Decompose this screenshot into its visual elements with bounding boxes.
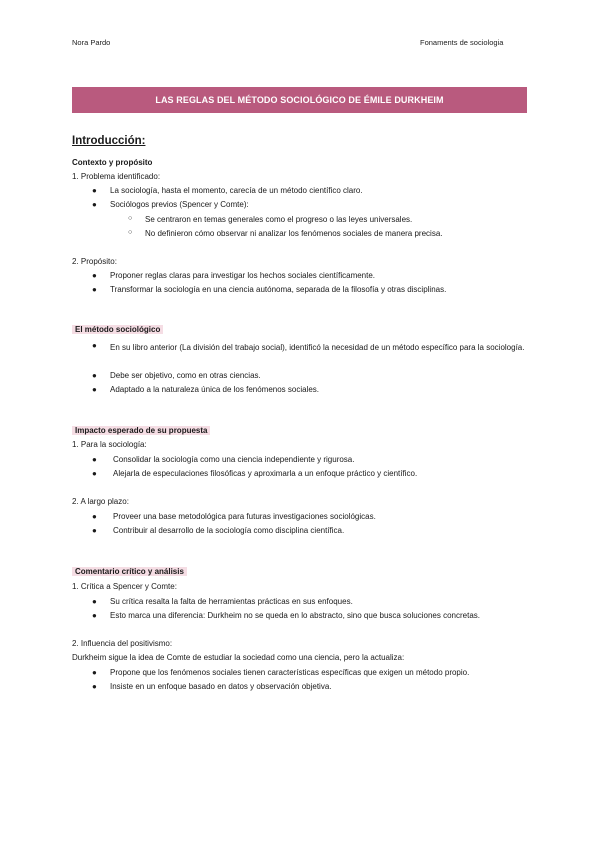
list-item: Propone que los fenómenos sociales tienen características específicas que exigen un método propio. xyxy=(110,668,470,677)
list-item: Debe ser objetivo, como en otras ciencias. xyxy=(110,371,261,380)
list-item: La sociología, hasta el momento, carecía de un método científico claro. xyxy=(110,186,363,195)
header-author: Nora Pardo xyxy=(72,38,111,47)
comment-label-1: 1. Crítica a Spencer y Comte: xyxy=(72,582,177,591)
bullet-icon: ● xyxy=(92,385,97,394)
bullet-icon: ● xyxy=(92,200,97,209)
list-item: Alejarla de especulaciones filosóficas y aproximarla a un enfoque práctico y científico. xyxy=(113,469,418,478)
list-item: Contribuir al desarrollo de la sociología como disciplina científica. xyxy=(113,526,345,535)
list-item: Consolidar la sociología como una ciencia independiente y rigurosa. xyxy=(113,455,355,464)
impact-heading: Impacto esperado de su propuesta xyxy=(72,426,210,435)
comment-heading: Comentario crítico y análisis xyxy=(72,567,187,576)
intro-heading: Introducción: xyxy=(72,135,146,147)
list-item: Esto marca una diferencia: Durkheim no se queda en lo abstracto, sino que busca soluciones concretas. xyxy=(110,611,480,620)
bullet-icon: ● xyxy=(92,597,97,606)
list-item: Adaptado a la naturaleza única de los fenómenos sociales. xyxy=(110,385,320,394)
circle-bullet-icon: ○ xyxy=(128,229,133,236)
list-item: Proponer reglas claras para investigar los hechos sociales científicamente. xyxy=(110,271,376,280)
comment-intro: Durkheim sigue la idea de Comte de estudiar la sociedad como una ciencia, pero la actualiza: xyxy=(72,653,405,662)
bullet-icon: ● xyxy=(92,455,97,464)
bullet-icon: ● xyxy=(92,512,97,521)
bullet-icon: ● xyxy=(92,186,97,195)
bullet-icon: ● xyxy=(92,371,97,380)
bullet-icon: ● xyxy=(92,469,97,478)
header-course: Fonaments de sociologia xyxy=(420,38,504,47)
list-item: Su crítica resalta la falta de herramientas prácticas en sus enfoques. xyxy=(110,597,353,606)
bullet-icon: ● xyxy=(92,285,97,294)
list-item: Insiste en un enfoque basado en datos y observación objetiva. xyxy=(110,682,332,691)
context-heading: Contexto y propósito xyxy=(72,158,153,167)
bullet-icon: ● xyxy=(92,611,97,620)
impact-label-1: 1. Para la sociología: xyxy=(72,440,147,449)
bullet-icon: ● xyxy=(92,341,97,350)
problem-label: 1. Problema identificado: xyxy=(72,172,161,181)
document-title: LAS REGLAS DEL MÉTODO SOCIOLÓGICO DE ÉMILE DURKHEIM xyxy=(72,87,527,113)
bullet-icon: ● xyxy=(92,526,97,535)
impact-label-2: 2. A largo plazo: xyxy=(72,497,129,506)
list-subitem: No definieron cómo observar ni analizar los fenómenos sociales de manera precisa. xyxy=(145,229,443,238)
list-item: Sociólogos previos (Spencer y Comte): xyxy=(110,200,249,209)
bullet-icon: ● xyxy=(92,682,97,691)
list-item: Proveer una base metodológica para futuras investigaciones sociológicas. xyxy=(113,512,376,521)
method-heading: El método sociológico xyxy=(72,325,163,334)
list-item: En su libro anterior (La división del trabajo social), identificó la necesidad de un método específico para la sociología. xyxy=(110,343,525,352)
bullet-icon: ● xyxy=(92,668,97,677)
purpose-label: 2. Propósito: xyxy=(72,257,117,266)
circle-bullet-icon: ○ xyxy=(128,215,133,222)
list-subitem: Se centraron en temas generales como el progreso o las leyes universales. xyxy=(145,215,413,224)
comment-label-2: 2. Influencia del positivismo: xyxy=(72,639,173,648)
bullet-icon: ● xyxy=(92,271,97,280)
list-item: Transformar la sociología en una ciencia autónoma, separada de la filosofía y otras disciplinas. xyxy=(110,285,447,294)
